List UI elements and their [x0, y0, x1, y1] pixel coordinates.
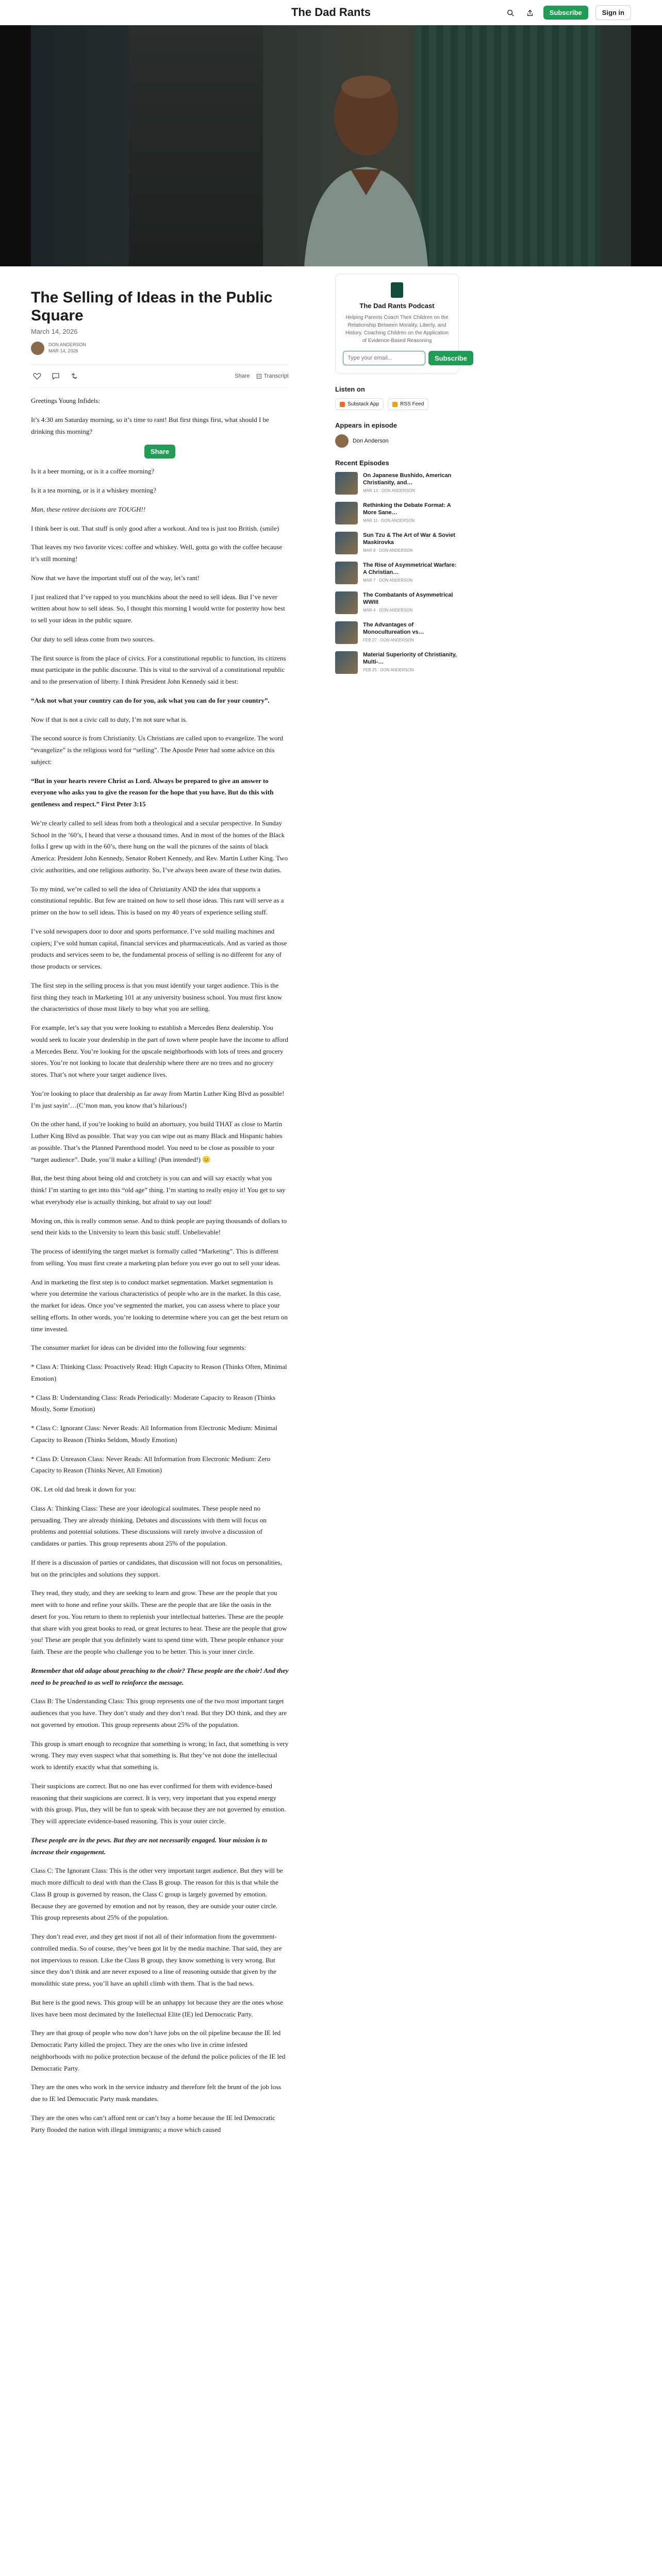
- rss-icon: [392, 402, 398, 407]
- speaker-image: [299, 66, 433, 266]
- podcast-title: The Dad Rants Podcast: [359, 302, 435, 310]
- paragraph: They are the ones who can’t afford rent or can’t buy a home because the IE led Democratic Party flooded the nation with illegal immigrants; a move which caused: [31, 2113, 275, 2133]
- podcast-description: Helping Parents Coach Their Children on the Relationship Between Morality, Liberty, and History. Coaching Children on the Application of Evidence-Based Reasoning: [345, 315, 449, 344]
- author-name[interactable]: DON ANDERSON: [48, 342, 87, 348]
- paragraph: The first step in the selling process is that you must identify your target audience. This is the first thing they teach in Marketing 101 at any university business school. You must first know the characteristics of those most likely to buy what you are selling.: [31, 981, 283, 1013]
- paragraph: OK. Let old dad break it down for you:: [31, 1485, 136, 1493]
- paragraph: Remember that old adage about preaching to the choir? These people are the choir! And they need to be preached to as well to reinforce the message.: [31, 1666, 289, 1686]
- paragraph: Class C: The Ignorant Class: This is the other very important target audience. But they will be much more difficult to deal with than the Class B group. The reason for this is that while the Class B group is governed by reason, the Class C group is largely governed by emotion. Because they are governed by emotion and not by reason, they are outside your outer circle. This group represents about 25% of the population.: [31, 1867, 283, 1922]
- episode-thumbnail: [335, 591, 358, 614]
- list-item[interactable]: The Rise of Asymmetrical Warfare: A Christian… MAR 7 · DON ANDERSON: [335, 562, 459, 584]
- list-item[interactable]: On Japanese Bushido, American Christianity, and… MAR 13 · DON ANDERSON: [335, 472, 459, 495]
- background-shelf: [129, 25, 263, 266]
- comment-icon[interactable]: [49, 370, 62, 382]
- paragraph: The second source is from Christianity. Us Christians are called upon to evangelize. The word “evangelize” is the religious word for “selling”. The Apostle Peter had some advice on this subject:: [31, 734, 284, 766]
- episode-thumbnail: [335, 651, 358, 674]
- substack-icon: [340, 402, 345, 407]
- rss-feed-link[interactable]: RSS Feed: [388, 398, 428, 410]
- top-nav: [0, 0, 662, 25]
- paragraph: The process of identifying the target market is formally called “Marketing”. This is different from selling. You must first create a marketing plan before you ever go out to sell your ideas.: [31, 1247, 280, 1267]
- video-player[interactable]: [0, 25, 662, 266]
- paragraph: Now that we have the important stuff out of the way, let’s rant!: [31, 573, 200, 582]
- paragraph: They are the ones who work in the service industry and therefore felt the brunt of the job loss due to IE led Democratic Party mask mandates.: [31, 2083, 282, 2103]
- paragraph: That leaves my two favorite vices: coffee and whiskey. Well, gotta go with the coffee because it’s still morning!: [31, 543, 283, 563]
- header-subscribe-button[interactable]: Subscribe: [543, 6, 588, 20]
- site-title[interactable]: The Dad Rants: [291, 6, 371, 19]
- paragraph: They are that group of people who now don’t have jobs on the oil pipeline because the IE led Democratic Party killed the project. They are the ones who live in crime infested neighborhoods with no police protection because of the defund the police policies of the IE led Democratic Party.: [31, 2029, 286, 2072]
- paragraph: They don’t read ever, and they get most if not all of their information from the government-controlled media. So of course, they’ve been got lit by the media machine. That said, they are not impervious to reason. Like the Class B group, they know something is very wrong. But since they don’t think and are never exposed to a line of reasoning outside that given by the monolithic state press, you’ll have an uphill climb with them. That is the bad news.: [31, 1933, 282, 1987]
- substack-app-link[interactable]: Substack App: [335, 398, 384, 410]
- quote: “But in your hearts revere Christ as Lord. Always be prepared to give an answer to everyone who asks you to give the reason for the hope that you have. But do this with gentleness and respect.” First Peter 3:15: [31, 776, 274, 808]
- author-byline[interactable]: [31, 342, 289, 355]
- episode-thumbnail: [335, 621, 358, 644]
- restack-icon[interactable]: [68, 370, 80, 382]
- paragraph: I’ve sold newspapers door to door and sports performance. I’ve sold mailing machines and copiers; I’ve sold human capital, financial services and pharmaceuticals. And as varied as those products and services seem to be, the fundamental process of selling is no different for any of those products or services.: [31, 927, 287, 970]
- paragraph: It’s 4:30 am Saturday morning, so it’s time to rant! But first things first, what should I be drinking this morning?: [31, 415, 269, 435]
- recent-heading: Recent Episodes: [335, 459, 389, 467]
- avatar: [335, 434, 349, 448]
- list-item: * Class A: Thinking Class: Proactively Read: High Capacity to Reason (Thinks Often, Minimal Emotion): [31, 1363, 287, 1382]
- list-item[interactable]: The Combatants of Asymmetrical WWIII MAR 4 · DON ANDERSON: [335, 591, 459, 614]
- post-body: [31, 395, 289, 2136]
- paragraph: Moving on, this is really common sense. And to think people are paying thousands of dollars to send their kids to the University to learn this basic stuff. Unbelievable!: [31, 1216, 287, 1236]
- paragraph: Class A: Thinking Class: These are your ideological soulmates. These people need no persuading. They are already thinking. Debates and discussions with them will focus on problems and potential solutions. These discussions will rarely involve a discussion of candidates or parties. This group represents about 25% of the population.: [31, 1504, 267, 1547]
- transcript-icon: [256, 374, 262, 379]
- episode-thumbnail: [335, 532, 358, 554]
- list-item: * Class D: Unreason Class: Never Reads: All Information from Electronic Medium: Zero Capacity to Reason (Thinks Never, All Emotion): [31, 1454, 271, 1475]
- post-column: [31, 266, 289, 2143]
- paragraph: Greetings Young Infidels:: [31, 397, 100, 404]
- sidebar-subscribe-button[interactable]: Subscribe: [428, 351, 473, 365]
- paragraph: We’re clearly called to sell ideas from both a theological and a secular perspective. In Sunday School in the ’60’s, I heard that verse a thousand times. And in most of the homes of the Black folks I grew up with in the 60’s, there hung on the wall the pictures of the saints of black America: President John Kennedy, Senator Robert Kennedy, and Rev. Martin Luther King. Two civic authorities, and one religious authority. So, I’ve always been aware of these twin duties.: [31, 819, 288, 874]
- paragraph: I think beer is out. That stuff is only good after a workout. And tea is just too British. (smile): [31, 524, 279, 532]
- episode-thumbnail: [335, 502, 358, 524]
- paragraph: If there is a discussion of parties or candidates, that discussion will not focus on personalities, but on the principles and solutions they support.: [31, 1558, 283, 1578]
- paragraph: To my mind, we’re called to sell the idea of Christianity AND the idea that supports a constitutional republic. But few are trained on how to sell those ideas. This rant will serve as a primer on the how to sell ideas. This is based on my 40 years of experience selling stuff.: [31, 885, 284, 916]
- paragraph: You’re looking to place that dealership as far away from Martin Luther King Blvd as possible! I’m just sayin’…(C’mon man, you know that’s hilarious!): [31, 1089, 285, 1109]
- signin-button[interactable]: Sign in: [595, 5, 631, 20]
- transcript-link[interactable]: Transcript: [256, 373, 289, 379]
- list-item[interactable]: Sun Tzu & The Art of War & Soviet Maskirovka MAR 8 · DON ANDERSON: [335, 532, 459, 554]
- episode-thumbnail: [335, 562, 358, 584]
- share-icon[interactable]: [524, 7, 536, 19]
- paragraph: I just realized that I’ve rapped to you munchkins about the need to sell ideas. But I’ve never written about how to sell ideas. So, I thought this morning I would write for posterity how best to sell your ideas in the public square.: [31, 592, 285, 624]
- quote: “Ask not what your country can do for you, ask what you can do for your country”.: [31, 696, 270, 704]
- sidebar: [335, 266, 467, 2143]
- post-title: The Selling of Ideas in the Public Square: [31, 289, 273, 324]
- podcast-logo-icon: [391, 282, 403, 298]
- background-curtain: [415, 25, 600, 266]
- email-field[interactable]: [343, 351, 425, 365]
- paragraph: On the other hand, if you’re looking to build an abortuary, you build THAT as close to Martin Luther King Blvd as possible. That way you can wipe out as many Black and Hispanic babies as possible. That’s the Planned Parenthood model. You need to be close as possible to your “target audience”. Dude, you’ll make a killing! (Pun intended!) 😐: [31, 1120, 283, 1163]
- list-item[interactable]: Material Superiority of Christianity, Multi-… FEB 25 · DON ANDERSON: [335, 651, 459, 674]
- paragraph: And in marketing the first step is to conduct market segmentation. Market segmentation is where you determine the various characteristics of people who are in the market. In this case, the market for ideas. Once you’ve segmented the market, you can assess where to place your selling efforts. In other words, you’re looking to determine where you can get the best return on time invested.: [31, 1278, 288, 1333]
- paragraph: These people are in the pews. But they are not necessarily engaged. Your mission is to increase their engagement.: [31, 1836, 268, 1856]
- paragraph: But here is the good news. This group will be an unhappy lot because they are the ones whose lives have been most decimated by the Intellectual Elite (IE) led Democratic Party.: [31, 1998, 283, 2018]
- paragraph: Is it a beer morning, or is it a coffee morning?: [31, 467, 155, 476]
- share-button[interactable]: Share: [144, 445, 175, 459]
- paragraph: Is it a tea morning, or is it a whiskey morning?: [31, 486, 156, 494]
- search-icon[interactable]: [504, 7, 517, 19]
- episode-thumbnail: [335, 472, 358, 495]
- post-date: March 14, 2026: [31, 328, 78, 335]
- listen-heading: Listen on: [335, 385, 365, 393]
- paragraph: But, the best thing about being old and crotchety is you can and will say exactly what you think! I’m starting to get into this “old age” thing. I’m starting to really enjoy it! You get to say what everybody else is actually thinking, but afraid to say out loud!: [31, 1174, 286, 1206]
- appears-heading: Appears in episode: [335, 421, 397, 429]
- paragraph: The first source is from the place of civics. For a constitutional republic to function, its citizens must participate in the public discourse. This is vital to the survival of a constitutional republic and to the preservation of liberty. I think President John Kennedy said it best:: [31, 654, 286, 685]
- paragraph: Our duty to sell ideas come from two sources.: [31, 635, 155, 643]
- paragraph: Man, these retiree decisions are TOUGH!!: [31, 505, 146, 513]
- avatar[interactable]: [31, 342, 44, 355]
- episode-list: [335, 472, 459, 674]
- paragraph: For example, let’s say that you were looking to establish a Mercedes Benz dealership. You would seek to locate your dealership in the part of town where people have the income to afford a Mercedes Benz. You’re looking for the upscale neighborhoods with lots of trees and grocery stores. You’re not looking to locate that dealership where there are no trees and no grocery stores. That’s not where your target audience lives.: [31, 1024, 289, 1078]
- author-date: MAR 14, 2026: [48, 348, 78, 353]
- paragraph: Their suspicions are correct. But no one has ever confirmed for them with evidence-based reasoning that their suspicions are correct. It is very, very important that you expend energy with this group. Plus, they will be fun to speak with because they are not governed by emotion. They will appreciate evidence-based reasoning. This is your outer circle.: [31, 1782, 286, 1825]
- paragraph: The consumer market for ideas can be divided into the following four segments:: [31, 1344, 246, 1352]
- list-item: * Class C: Ignorant Class: Never Reads: All Information from Electronic Medium: Minimal Capacity to Reason (Thinks Seldom, Mostly Emotion): [31, 1424, 278, 1444]
- list-item: * Class B: Understanding Class: Reads Periodically: Moderate Capacity to Reason (Thinks Mostly, Some Emotion): [31, 1393, 276, 1413]
- list-item[interactable]: The Advantages of Monocultureation vs… FEB 27 · DON ANDERSON: [335, 621, 459, 644]
- paragraph: Class B: The Understanding Class: This group represents one of the two most important target audiences that you have. They don’t study and they don’t read. But they DO think, and they are not governed by emotion. This group represents about 25% of the population.: [31, 1697, 287, 1728]
- share-link[interactable]: Share: [235, 373, 250, 379]
- appears-name: Don Anderson: [353, 438, 389, 444]
- post-actions: [31, 364, 289, 388]
- list-item[interactable]: Rethinking the Debate Format: A More Sane… MAR 11 · DON ANDERSON: [335, 502, 459, 524]
- heart-icon[interactable]: [31, 370, 43, 382]
- podcast-card: [335, 274, 467, 374]
- paragraph: This group is smart enough to recognize that something is wrong; in fact, that something is very wrong. They may even suspect what that something is. But they’ve not done the intellectual work to identify exactly what that something is.: [31, 1739, 289, 1771]
- paragraph: They read, they study, and they are seeking to learn and grow. These are the people that you meet with to hone and refine your skills. These are the people that are like the oasis in the desert for you. You return to them to replenish your intellectual batteries. These are the people that share with you great books to read, or great lectures to hear. These are the people that grow you! These are people that you definitely want to spend time with. These people enhance your faith. These are the people who challenge you to be better. This is your inner circle.: [31, 1589, 287, 1655]
- video-frame: [31, 25, 631, 266]
- paragraph: Now if that is not a civic call to duty, I’m not sure what is.: [31, 715, 188, 723]
- appears-author[interactable]: [335, 434, 459, 448]
